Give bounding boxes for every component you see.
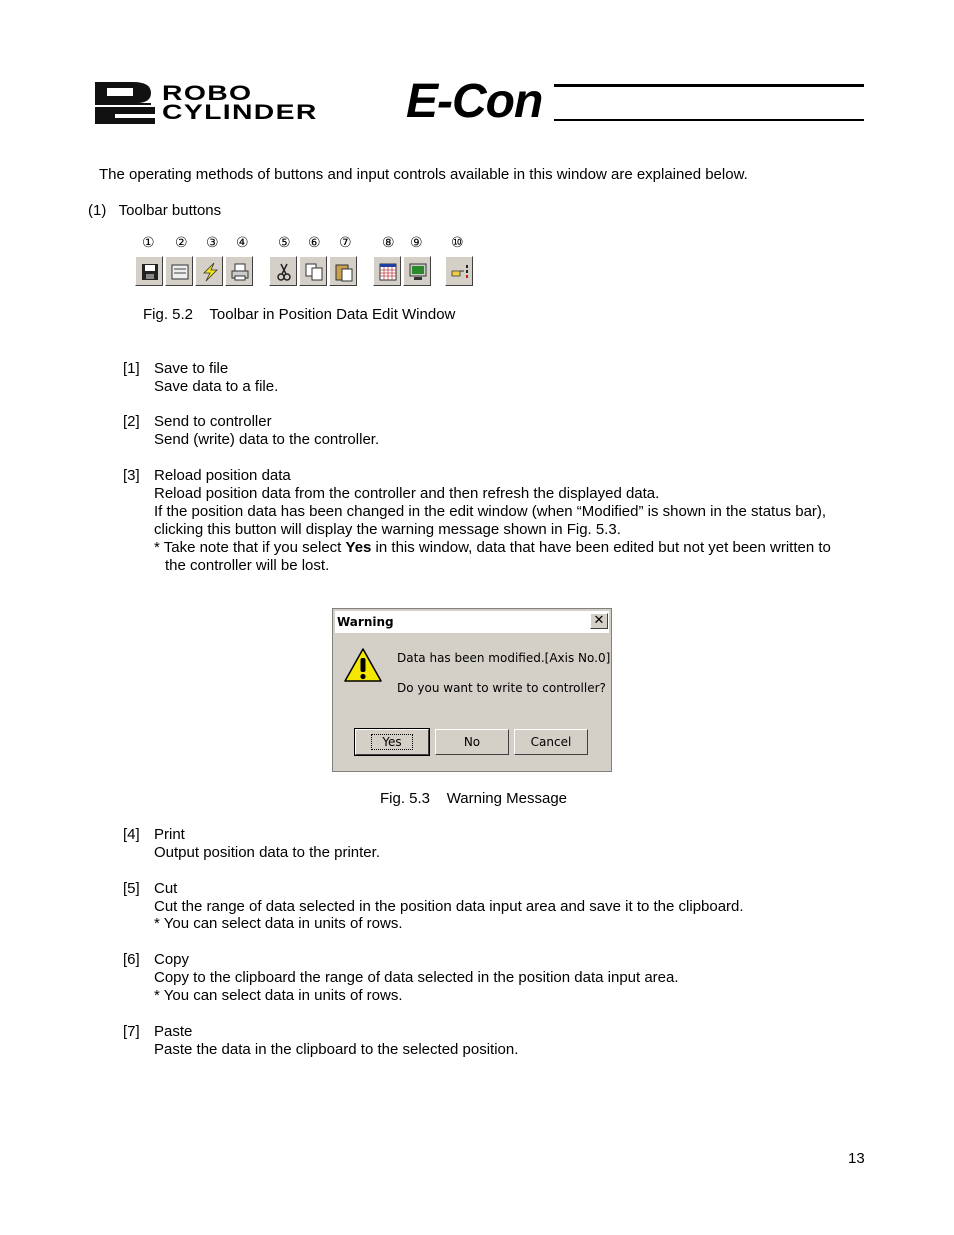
item-number: [5] bbox=[123, 880, 140, 897]
reload-button[interactable] bbox=[195, 256, 223, 286]
item-text: Send (write) data to the controller. bbox=[154, 431, 380, 448]
toolbar-number: ⑤ bbox=[278, 235, 291, 251]
send-button[interactable] bbox=[165, 256, 193, 286]
item-text: Reload position data from the controller and then refresh the displayed data. bbox=[154, 485, 660, 502]
warning-dialog bbox=[332, 608, 612, 772]
item-number: [4] bbox=[123, 826, 140, 843]
item-title: Print bbox=[154, 826, 185, 843]
item-text: Output position data to the printer. bbox=[154, 844, 380, 861]
toolbar-number: ③ bbox=[206, 235, 219, 251]
print-button[interactable] bbox=[225, 256, 253, 286]
dialog-title: Warning bbox=[335, 611, 609, 633]
send-icon bbox=[170, 262, 190, 282]
table-icon bbox=[378, 262, 398, 282]
dialog-caption: Fig. 5.3 Warning Message bbox=[380, 790, 568, 807]
item-note: * Take note that if you select Yes in this window, data that have been edited but not yet been written to bbox=[154, 539, 831, 556]
save-button[interactable] bbox=[135, 256, 163, 286]
item-number: [1] bbox=[123, 360, 140, 377]
item-number: [3] bbox=[123, 467, 140, 484]
hand-button[interactable] bbox=[445, 256, 473, 286]
header-rule-bottom bbox=[554, 119, 864, 121]
item-text: clicking this button will display the warning message shown in Fig. 5.3. bbox=[154, 521, 621, 538]
print-icon bbox=[230, 262, 250, 282]
toolbar-number: ⑨ bbox=[410, 235, 423, 251]
item-text: * You can select data in units of rows. bbox=[154, 915, 403, 932]
item-number: [2] bbox=[123, 413, 140, 430]
paste-button[interactable] bbox=[329, 256, 357, 286]
toolbar-caption: Fig. 5.2 Toolbar in Position Data Edit Window bbox=[143, 306, 456, 323]
econ-logo: E-Con bbox=[406, 75, 543, 128]
paste-icon bbox=[334, 262, 354, 282]
cut-button[interactable] bbox=[269, 256, 297, 286]
monitor-button[interactable] bbox=[403, 256, 431, 286]
copy-icon bbox=[304, 262, 324, 282]
toolbar-number: ⑥ bbox=[308, 235, 321, 251]
item-text: If the position data has been changed in the edit window (when “Modified” is shown in the status bar), bbox=[154, 503, 827, 520]
item-text: Save data to a file. bbox=[154, 378, 279, 395]
item-text: Paste the data in the clipboard to the selected position. bbox=[154, 1041, 519, 1058]
toolbar-number: ⑩ bbox=[451, 235, 464, 251]
cut-icon bbox=[274, 262, 294, 282]
page-number: 13 bbox=[848, 1150, 865, 1167]
item-number: [6] bbox=[123, 951, 140, 968]
cancel-button[interactable]: Cancel bbox=[514, 729, 588, 755]
section-heading: (1) Toolbar buttons bbox=[88, 202, 222, 219]
close-button[interactable]: ✕ bbox=[590, 613, 608, 629]
toolbar-number: ⑧ bbox=[382, 235, 395, 251]
robo-cylinder-logo bbox=[93, 80, 159, 126]
item-title: Cut bbox=[154, 880, 178, 897]
no-button[interactable]: No bbox=[435, 729, 509, 755]
item-note-cont: the controller will be lost. bbox=[165, 557, 330, 574]
logo-text: ROBO CYLINDER bbox=[162, 82, 318, 124]
table-button[interactable] bbox=[373, 256, 401, 286]
header-rule-top bbox=[554, 84, 864, 87]
toolbar-number: ⑦ bbox=[339, 235, 352, 251]
item-title: Send to controller bbox=[154, 413, 272, 430]
warning-icon bbox=[343, 647, 383, 685]
toolbar-number: ② bbox=[175, 235, 188, 251]
toolbar-number: ① bbox=[142, 235, 155, 251]
dialog-message-1: Data has been modified.[Axis No.0] bbox=[397, 651, 611, 665]
item-title: Save to file bbox=[154, 360, 229, 377]
reload-icon bbox=[200, 262, 220, 282]
toolbar-number: ④ bbox=[236, 235, 249, 251]
hand-icon bbox=[450, 262, 470, 282]
monitor-icon bbox=[408, 262, 428, 282]
copy-button[interactable] bbox=[299, 256, 327, 286]
item-title: Reload position data bbox=[154, 467, 291, 484]
item-text: Cut the range of data selected in the position data input area and save it to the clipboard. bbox=[154, 898, 744, 915]
item-text: Copy to the clipboard the range of data selected in the position data input area. bbox=[154, 969, 679, 986]
item-text: * You can select data in units of rows. bbox=[154, 987, 403, 1004]
intro-text: The operating methods of buttons and input controls available in this window are explained below. bbox=[99, 166, 748, 183]
dialog-message-2: Do you want to write to controller? bbox=[397, 681, 606, 695]
item-title: Paste bbox=[154, 1023, 193, 1040]
item-title: Copy bbox=[154, 951, 190, 968]
save-icon bbox=[140, 262, 160, 282]
item-number: [7] bbox=[123, 1023, 140, 1040]
yes-button[interactable]: Yes bbox=[355, 729, 429, 755]
